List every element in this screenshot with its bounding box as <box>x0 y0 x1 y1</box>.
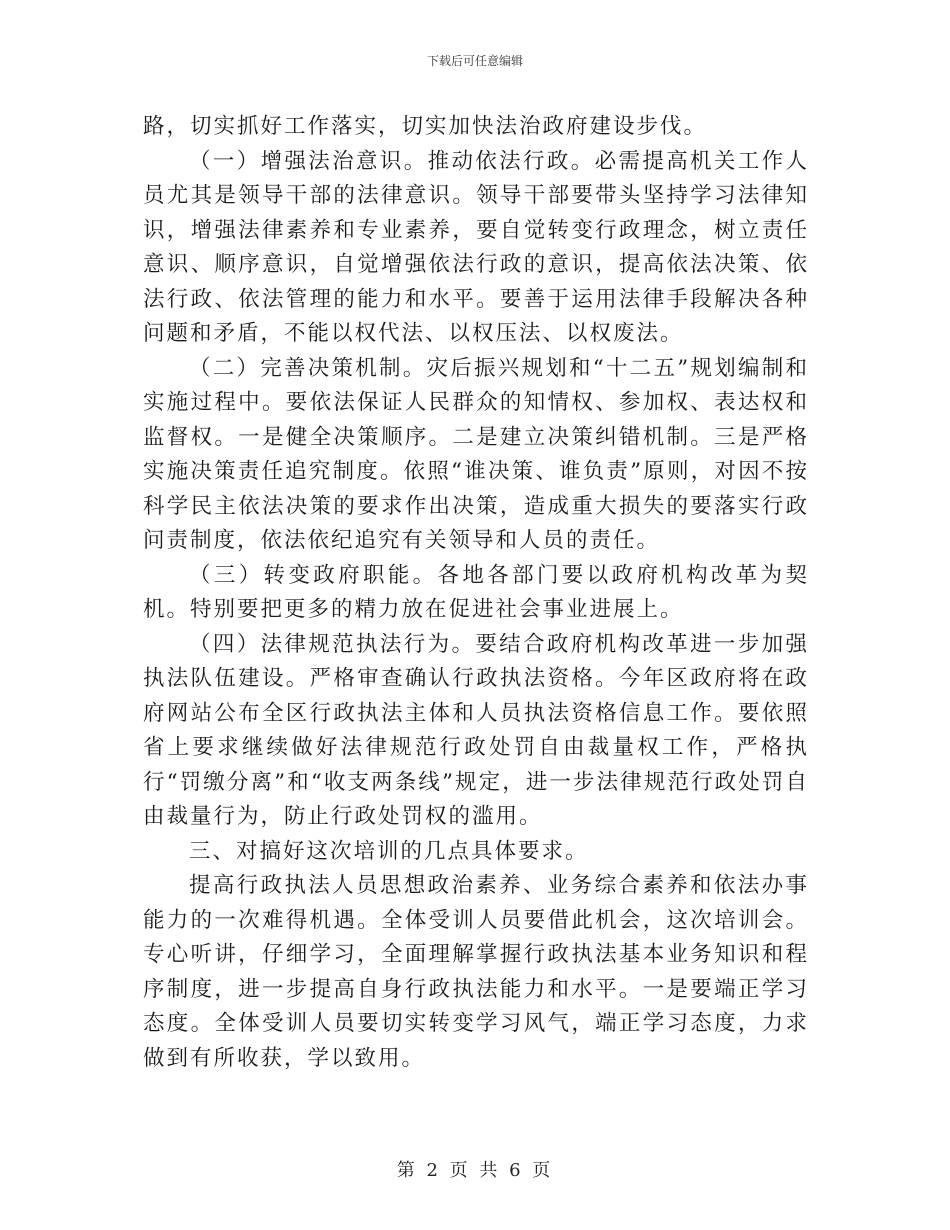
paragraph-training-requirements: 提高行政执法人员思想政治素养、业务综合素养和依法办事能力的一次难得机遇。全体受训人员要借此机会，这次培训会。专心听讲，仔细学习，全面理解掌握行政执法基本业务知识和程序制度，进一步提高自身行政执法能力和水平。一是要端正学习态度。全体受训人员要切实转变学习风气，端正学习态度，力求做到有所收获，学以致用。 <box>143 873 809 1071</box>
document-body <box>143 110 809 1076</box>
paragraph-section-2: （二）完善决策机制。灾后振兴规划和“十二五”规划编制和实施过程中。要依法保证人民群众的知情权、参加权、表达权和监督权。一是健全决策顺序。二是建立决策纠错机制。三是严格实施决策责任追究制度。依照“谁决策、谁负责”原则，对因不按科学民主依法决策的要求作出决策，造成重大损失的要落实行政问责制度，依法依纪追究有关领导和人员的责任。 <box>143 355 809 553</box>
section-heading-three: 三、对搞好这次培训的几点具体要求。 <box>189 838 589 864</box>
paragraph-section-3: （三）转变政府职能。各地各部门要以政府机构改革为契机。特别要把更多的精力放在促进社会事业进展上。 <box>143 562 809 622</box>
page-header: 下载后可任意编辑 <box>426 54 523 68</box>
paragraph-section-4: （四）法律规范执法行为。要结合政府机构改革进一步加强执法队伍建设。严格审查确认行政执法资格。今年区政府将在政府网站公布全区行政执法主体和人员执法资格信息工作。要依照省上要求继续做好法律规范行政处罚自由裁量权工作，严格执行“罚缴分离”和“收支两条线”规定，进一步法律规范行政处罚自由裁量行为，防止行政处罚权的滥用。 <box>143 631 809 829</box>
page-number-footer: 第 2 页 共 6 页 <box>396 1160 554 1181</box>
paragraph-continuation: 路，切实抓好工作落实，切实加快法治政府建设步伐。 <box>143 114 708 139</box>
paragraph-section-1: （一）增强法治意识。推动依法行政。必需提高机关工作人员尤其是领导干部的法律意识。领导干部要带头坚持学习法律知识，增强法律素养和专业素养，要自觉转变行政理念，树立责任意识、顺序意识，自觉增强依法行政的意识，提高依法决策、依法行政、依法管理的能力和水平。要善于运用法律手段解决各种问题和矛盾，不能以权代法、以权压法、以权废法。 <box>143 148 809 346</box>
